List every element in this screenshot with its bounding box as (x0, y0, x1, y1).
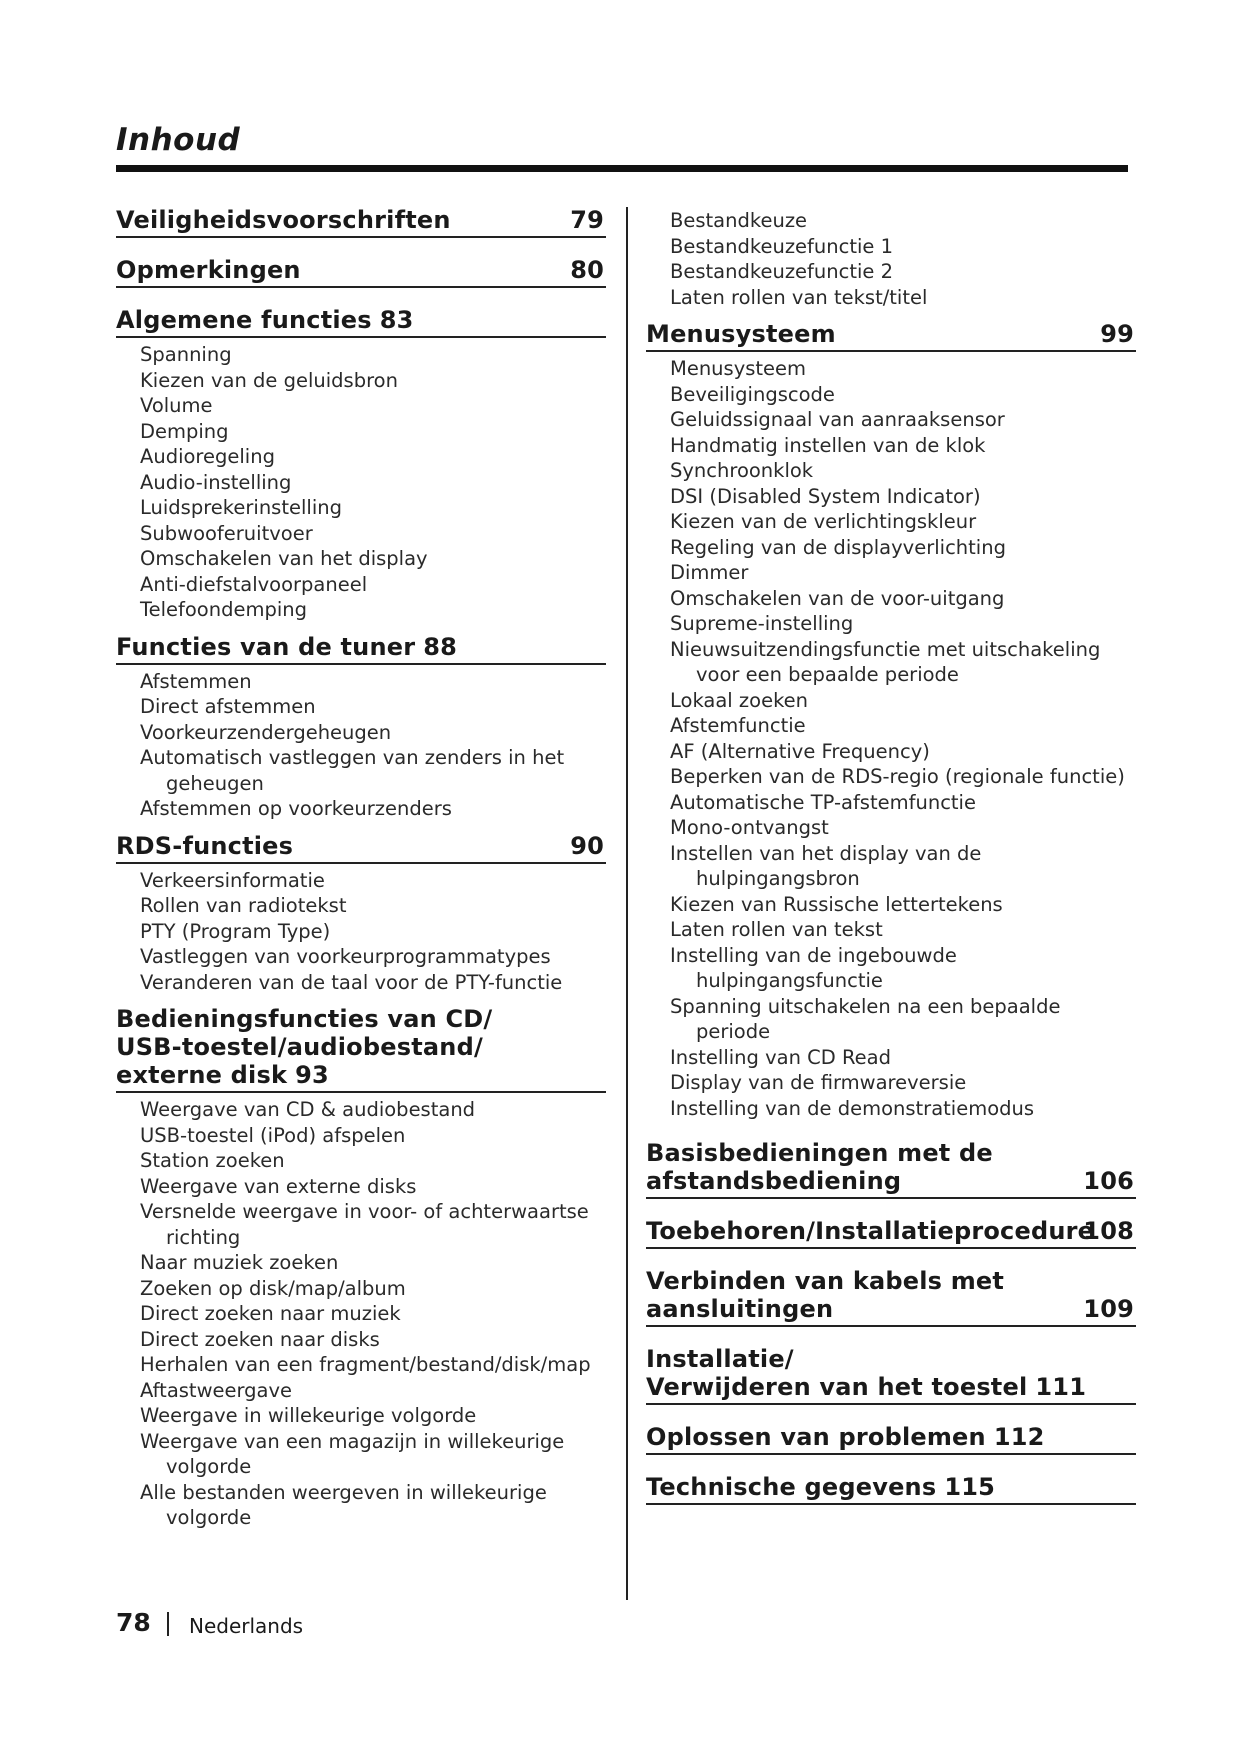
toc-item[interactable]: Herhalen van een fragment/bestand/disk/map (140, 1353, 591, 1376)
toc-item[interactable]: Naar muziek zoeken (140, 1251, 339, 1274)
toc-item[interactable]: Nieuwsuitzendingsfunctie met uitschakeling voor een bepaalde periode (670, 637, 1101, 686)
toc-item[interactable]: Kiezen van de verlichtingskleur (670, 510, 977, 533)
toc-item-list (670, 356, 1136, 1121)
toc-item[interactable]: Volume (140, 394, 213, 417)
toc-section-heading[interactable]: Veiligheidsvoorschriften 79 (116, 206, 606, 238)
toc-item[interactable]: Spanning uitschakelen na een bepaalde periode (670, 994, 1061, 1043)
toc-item[interactable]: Weergave van externe disks (140, 1174, 417, 1198)
toc-item[interactable]: Station zoeken (140, 1149, 285, 1172)
toc-item[interactable]: Weergave in willekeurige volgorde (140, 1404, 477, 1427)
toc-item[interactable]: Bestandkeuze (670, 209, 808, 232)
toc-item[interactable]: Bestandkeuzefunctie 2 (670, 260, 894, 283)
toc-page-number: 111 (1035, 1373, 1087, 1401)
toc-item[interactable]: AF (Alternative Frequency) (670, 739, 930, 763)
toc-item[interactable]: Regeling van de displayverlichting (670, 535, 1006, 559)
toc-item[interactable]: Handmatig instellen van de klok (670, 433, 986, 457)
toc-page-number: 80 (570, 256, 604, 284)
toc-right-column (646, 208, 1136, 1509)
toc-section-heading[interactable]: Algemene functies 83 (116, 306, 606, 338)
toc-item[interactable]: Rollen van radiotekst (140, 894, 347, 917)
toc-item[interactable]: DSI (Disabled System Indicator) (670, 484, 981, 508)
toc-item[interactable]: Bestandkeuzefunctie 1 (670, 234, 894, 258)
toc-item[interactable]: Anti-diefstalvoorpaneel (140, 572, 368, 596)
toc-item[interactable]: Instelling van de ingebouwde hulpingangsfunctie (670, 943, 957, 992)
toc-section-heading[interactable]: Verbinden van kabels met aansluitingen 109 (646, 1267, 1136, 1327)
toc-page-number: 88 (423, 632, 458, 661)
toc-page-number: 93 (295, 1061, 329, 1089)
footer-page-number: 78 (116, 1608, 151, 1637)
toc-item[interactable]: USB-toestel (iPod) afspelen (140, 1123, 406, 1147)
toc-item[interactable]: Direct zoeken naar disks (140, 1327, 380, 1351)
toc-item[interactable]: Beperken van de RDS-regio (regionale functie) (670, 765, 1125, 788)
toc-item[interactable]: Alle bestanden weergeven in willekeurige volgorde (140, 1480, 547, 1529)
toc-item-list (140, 342, 606, 623)
toc-page-number: 115 (944, 1473, 996, 1501)
toc-item[interactable]: Omschakelen van het display (140, 547, 428, 570)
toc-item[interactable]: Direct afstemmen (140, 695, 316, 718)
toc-item[interactable]: Kiezen van de geluidsbron (140, 368, 398, 392)
column-divider (626, 207, 628, 1600)
toc-item[interactable]: Voorkeurzendergeheugen (140, 720, 392, 744)
toc-item-list (140, 1097, 606, 1531)
toc-item[interactable]: Weergave van CD & audiobestand (140, 1098, 476, 1121)
toc-item[interactable]: Laten rollen van tekst (670, 918, 883, 941)
toc-item[interactable]: Display van de firmwareversie (670, 1071, 967, 1094)
title-rule (116, 165, 1128, 172)
footer-divider (167, 1612, 169, 1636)
toc-item[interactable]: Demping (140, 419, 229, 443)
toc-page-number: 106 (1083, 1167, 1134, 1195)
toc-item[interactable]: PTY (Program Type) (140, 919, 331, 943)
toc-section-heading[interactable]: Technische gegevens 115 (646, 1473, 1136, 1505)
toc-item[interactable]: Kiezen van Russische lettertekens (670, 892, 1003, 916)
toc-item[interactable]: Audioregeling (140, 445, 275, 468)
toc-left-column (116, 206, 606, 1531)
toc-section-heading[interactable]: Basisbedieningen met de afstandsbediening 106 (646, 1139, 1136, 1199)
toc-section-heading[interactable]: RDS-functies 90 (116, 832, 606, 864)
page-title: Inhoud (116, 122, 241, 158)
toc-section-heading[interactable]: Installatie/ Verwijderen van het toestel 111 (646, 1345, 1136, 1405)
toc-item[interactable]: Afstemmen op voorkeurzenders (140, 797, 452, 820)
toc-section-heading[interactable]: Toebehoren/Installatieprocedure 108 (646, 1217, 1136, 1249)
toc-item[interactable]: Synchroonklok (670, 459, 814, 482)
toc-section-heading[interactable]: Opmerkingen 80 (116, 256, 606, 288)
toc-item[interactable]: Audio-instelling (140, 470, 292, 494)
toc-item-list (670, 208, 1136, 310)
toc-item[interactable]: Lokaal zoeken (670, 688, 809, 712)
toc-item[interactable]: Mono-ontvangst (670, 816, 829, 839)
toc-item[interactable]: Dimmer (670, 561, 749, 584)
toc-item[interactable]: Zoeken op disk/map/album (140, 1276, 406, 1300)
toc-item[interactable]: Subwooferuitvoer (140, 521, 313, 545)
toc-page-number: 108 (1083, 1217, 1134, 1245)
toc-page-number: 79 (570, 206, 604, 234)
toc-item[interactable]: Aftastweergave (140, 1378, 293, 1402)
toc-item[interactable]: Instellen van het display van de hulpingangsbron (670, 841, 982, 890)
toc-item-list (140, 868, 606, 996)
toc-item[interactable]: Menusysteem (670, 357, 807, 380)
toc-page-number: 99 (1100, 320, 1134, 348)
toc-item[interactable]: Automatische TP-afstemfunctie (670, 790, 976, 814)
toc-page-number: 109 (1083, 1295, 1134, 1323)
toc-item[interactable]: Laten rollen van tekst/titel (670, 285, 928, 309)
toc-section-heading[interactable]: Menusysteem 99 (646, 320, 1136, 352)
toc-page-number: 112 (993, 1423, 1045, 1451)
toc-item[interactable]: Automatisch vastleggen van zenders in het geheugen (140, 746, 565, 795)
toc-page-number: 90 (570, 831, 604, 860)
toc-item[interactable]: Instelling van de demonstratiemodus (670, 1096, 1035, 1120)
toc-item[interactable]: Direct zoeken naar muziek (140, 1302, 401, 1325)
toc-item[interactable]: Geluidssignaal van aanraaksensor (670, 408, 1005, 431)
toc-item[interactable]: Veranderen van de taal voor de PTY-functie (140, 970, 563, 994)
toc-section-heading[interactable]: Functies van de tuner 88 (116, 633, 606, 665)
toc-item[interactable]: Supreme-instelling (670, 612, 854, 635)
toc-item[interactable]: Vastleggen van voorkeurprogrammatypes (140, 945, 551, 968)
toc-item[interactable]: Spanning (140, 343, 232, 366)
toc-section-heading[interactable]: Bedieningsfuncties van CD/ USB-toestel/audiobestand/ externe disk 93 (116, 1005, 606, 1093)
toc-item[interactable]: Versnelde weergave in voor- of achterwaartse richting (140, 1200, 589, 1249)
toc-section-heading[interactable]: Oplossen van problemen 112 (646, 1423, 1136, 1455)
toc-page-number: 83 (379, 306, 414, 334)
toc-item[interactable]: Weergave van een magazijn in willekeurige volgorde (140, 1429, 565, 1478)
toc-item[interactable]: Luidsprekerinstelling (140, 496, 342, 519)
toc-item[interactable]: Omschakelen van de voor-uitgang (670, 586, 1005, 610)
toc-item[interactable]: Verkeersinformatie (140, 868, 325, 892)
toc-item[interactable]: Telefoondemping (140, 598, 307, 621)
toc-item-list (140, 669, 606, 822)
toc-item[interactable]: Beveiligingscode (670, 382, 835, 406)
toc-item[interactable]: Afstemmen (140, 669, 252, 693)
toc-item[interactable]: Afstemfunctie (670, 714, 806, 737)
toc-item[interactable]: Instelling van CD Read (670, 1045, 891, 1069)
footer-language: Nederlands (189, 1614, 304, 1638)
